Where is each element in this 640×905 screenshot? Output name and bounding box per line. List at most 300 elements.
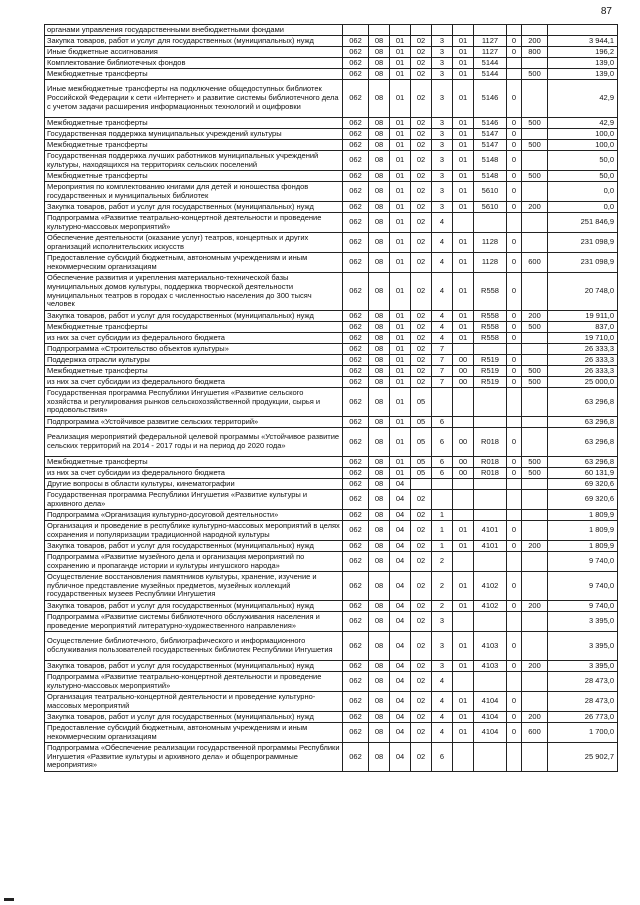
code-cell: 05 <box>411 468 432 479</box>
code-cell <box>453 417 474 428</box>
code-cell: 062 <box>343 388 369 417</box>
row-description: Межбюджетные трансферты <box>45 140 343 151</box>
code-cell: 5146 <box>474 118 507 129</box>
code-cell: 200 <box>522 311 548 322</box>
amount-cell: 28 473,0 <box>548 692 618 712</box>
code-cell <box>474 552 507 572</box>
table-row <box>45 661 618 672</box>
code-cell <box>522 25 548 36</box>
amount-cell: 60 131,9 <box>548 468 618 479</box>
code-cell: 02 <box>411 490 432 510</box>
code-cell: 062 <box>343 712 369 723</box>
code-cell: 08 <box>369 171 390 182</box>
amount-cell: 63 296,8 <box>548 417 618 428</box>
code-cell: 1127 <box>474 47 507 58</box>
row-description: Предоставление субсидий бюджетным, автономным учреждениям и иным некоммерческим организациям <box>45 253 343 273</box>
code-cell: 01 <box>390 355 411 366</box>
code-cell: 00 <box>453 366 474 377</box>
code-cell: 08 <box>369 366 390 377</box>
code-cell: 01 <box>390 58 411 69</box>
table-row <box>45 171 618 182</box>
code-cell: 0 <box>507 661 522 672</box>
code-cell: 02 <box>411 601 432 612</box>
amount-cell: 69 320,6 <box>548 479 618 490</box>
code-cell: 01 <box>390 69 411 80</box>
code-cell: 08 <box>369 202 390 213</box>
table-row <box>45 457 618 468</box>
code-cell: 01 <box>453 572 474 601</box>
table-row <box>45 311 618 322</box>
code-cell: 500 <box>522 118 548 129</box>
code-cell: 3 <box>432 58 453 69</box>
code-cell: 062 <box>343 202 369 213</box>
code-cell: 01 <box>390 457 411 468</box>
table-row <box>45 521 618 541</box>
row-description: Подпрограмма «Организация культурно-досуговой деятельности» <box>45 510 343 521</box>
code-cell: R558 <box>474 333 507 344</box>
code-cell: 2 <box>432 601 453 612</box>
row-description: Организация театрально-концертной деятельности и проведение культурно-массовых мероприятий <box>45 692 343 712</box>
code-cell <box>522 129 548 140</box>
table-row <box>45 118 618 129</box>
table-row <box>45 510 618 521</box>
amount-cell: 3 395,0 <box>548 632 618 661</box>
amount-cell: 1 809,9 <box>548 510 618 521</box>
code-cell <box>474 213 507 233</box>
code-cell: 00 <box>453 457 474 468</box>
code-cell: 600 <box>522 723 548 743</box>
amount-cell: 26 333,3 <box>548 366 618 377</box>
code-cell: 5610 <box>474 202 507 213</box>
code-cell: 08 <box>369 712 390 723</box>
code-cell <box>522 233 548 253</box>
code-cell: 062 <box>343 47 369 58</box>
code-cell: 02 <box>411 322 432 333</box>
code-cell: 01 <box>453 171 474 182</box>
code-cell: 01 <box>390 468 411 479</box>
code-cell: 4102 <box>474 601 507 612</box>
code-cell <box>522 151 548 171</box>
row-description: из них за счет субсидии из федерального бюджета <box>45 468 343 479</box>
code-cell <box>522 80 548 118</box>
code-cell: 500 <box>522 140 548 151</box>
code-cell: 01 <box>390 417 411 428</box>
code-cell: 062 <box>343 479 369 490</box>
code-cell: 500 <box>522 377 548 388</box>
code-cell: 0 <box>507 151 522 171</box>
code-cell: 062 <box>343 692 369 712</box>
code-cell: 04 <box>390 552 411 572</box>
code-cell <box>507 69 522 80</box>
amount-cell: 42,9 <box>548 80 618 118</box>
code-cell: 02 <box>411 36 432 47</box>
code-cell: 4 <box>432 723 453 743</box>
code-cell: 0 <box>507 601 522 612</box>
code-cell: 0 <box>507 36 522 47</box>
code-cell: 062 <box>343 344 369 355</box>
code-cell: 0 <box>507 253 522 273</box>
code-cell: 1127 <box>474 36 507 47</box>
amount-cell: 26 333,3 <box>548 355 618 366</box>
code-cell: 01 <box>453 723 474 743</box>
code-cell: 0 <box>507 723 522 743</box>
code-cell: 00 <box>453 468 474 479</box>
code-cell: 3 <box>432 171 453 182</box>
code-cell: 4101 <box>474 541 507 552</box>
row-description: Межбюджетные трансферты <box>45 69 343 80</box>
code-cell: 01 <box>390 428 411 457</box>
code-cell: 01 <box>390 80 411 118</box>
code-cell <box>453 490 474 510</box>
row-description: Государственная программа Республики Ингушетия «Развитие культуры и архивного дела» <box>45 490 343 510</box>
code-cell: 7 <box>432 355 453 366</box>
code-cell: 7 <box>432 344 453 355</box>
code-cell: 04 <box>390 723 411 743</box>
code-cell: 062 <box>343 417 369 428</box>
code-cell: 3 <box>432 129 453 140</box>
row-description: Осуществление библиотечного, библиографического и информационного обслуживания пользователей государственных библиотек Республики Ингушетия <box>45 632 343 661</box>
code-cell: 08 <box>369 521 390 541</box>
code-cell: 01 <box>390 171 411 182</box>
code-cell: 5147 <box>474 140 507 151</box>
code-cell: 800 <box>522 47 548 58</box>
amount-cell: 100,0 <box>548 140 618 151</box>
code-cell: 02 <box>411 692 432 712</box>
code-cell: R018 <box>474 468 507 479</box>
code-cell: 02 <box>411 140 432 151</box>
code-cell: 3 <box>432 612 453 632</box>
code-cell: 0 <box>507 377 522 388</box>
code-cell: 02 <box>411 552 432 572</box>
row-description: Закупка товаров, работ и услуг для государственных (муниципальных) нужд <box>45 661 343 672</box>
code-cell: 01 <box>453 333 474 344</box>
code-cell: 4103 <box>474 632 507 661</box>
code-cell: 02 <box>411 311 432 322</box>
amount-cell: 20 748,0 <box>548 273 618 311</box>
page-corner-mark <box>4 898 14 901</box>
code-cell: 08 <box>369 129 390 140</box>
code-cell: R558 <box>474 311 507 322</box>
code-cell: 01 <box>390 36 411 47</box>
code-cell: 01 <box>453 140 474 151</box>
amount-cell: 196,2 <box>548 47 618 58</box>
code-cell: 01 <box>453 253 474 273</box>
row-description: Подпрограмма «Развитие музейного дела и организация мероприятий по сохранению и пропаганде истории и культуры ингушского народа» <box>45 552 343 572</box>
code-cell: 02 <box>411 712 432 723</box>
amount-cell: 231 098,9 <box>548 253 618 273</box>
row-description: Закупка товаров, работ и услуг для государственных (муниципальных) нужд <box>45 311 343 322</box>
code-cell: 01 <box>390 151 411 171</box>
code-cell: 062 <box>343 69 369 80</box>
code-cell: R558 <box>474 273 507 311</box>
code-cell: 062 <box>343 377 369 388</box>
code-cell: 4101 <box>474 521 507 541</box>
table-row <box>45 712 618 723</box>
code-cell <box>507 213 522 233</box>
code-cell: 02 <box>411 344 432 355</box>
code-cell: 04 <box>390 572 411 601</box>
table-row <box>45 129 618 140</box>
code-cell: 062 <box>343 572 369 601</box>
amount-cell: 0,0 <box>548 182 618 202</box>
amount-cell: 139,0 <box>548 69 618 80</box>
row-description: Обеспечение деятельности (оказание услуг) театров, концертных и других организаций исполнительских искусств <box>45 233 343 253</box>
table-row <box>45 233 618 253</box>
table-row <box>45 333 618 344</box>
code-cell: 01 <box>453 36 474 47</box>
code-cell: 00 <box>453 355 474 366</box>
code-cell: 01 <box>453 182 474 202</box>
code-cell: 02 <box>411 80 432 118</box>
code-cell <box>474 743 507 772</box>
code-cell: 0 <box>507 428 522 457</box>
code-cell: 08 <box>369 541 390 552</box>
amount-cell: 50,0 <box>548 151 618 171</box>
code-cell: 0 <box>507 118 522 129</box>
code-cell: 062 <box>343 171 369 182</box>
amount-cell: 0,0 <box>548 202 618 213</box>
row-description: Государственная поддержка муниципальных учреждений культуры <box>45 129 343 140</box>
amount-cell: 19 911,0 <box>548 311 618 322</box>
amount-cell: 1 809,9 <box>548 541 618 552</box>
code-cell: 05 <box>411 428 432 457</box>
table-row <box>45 69 618 80</box>
code-cell: 01 <box>390 322 411 333</box>
table-row <box>45 344 618 355</box>
code-cell: 08 <box>369 213 390 233</box>
code-cell: 1128 <box>474 233 507 253</box>
code-cell <box>507 552 522 572</box>
code-cell <box>411 479 432 490</box>
code-cell: 5610 <box>474 182 507 202</box>
amount-cell: 25 000,0 <box>548 377 618 388</box>
code-cell <box>522 490 548 510</box>
table-row <box>45 47 618 58</box>
code-cell <box>522 552 548 572</box>
code-cell: 062 <box>343 468 369 479</box>
code-cell: 0 <box>507 311 522 322</box>
code-cell: 08 <box>369 672 390 692</box>
code-cell: 4104 <box>474 692 507 712</box>
code-cell: 0 <box>507 129 522 140</box>
code-cell <box>474 417 507 428</box>
code-cell <box>507 743 522 772</box>
table-row <box>45 253 618 273</box>
code-cell: 08 <box>369 355 390 366</box>
row-description: Подпрограмма «Развитие театрально-концертной деятельности и проведение культурно-массовых мероприятий» <box>45 213 343 233</box>
table-row <box>45 672 618 692</box>
code-cell <box>522 213 548 233</box>
code-cell: 5146 <box>474 80 507 118</box>
code-cell: 02 <box>411 521 432 541</box>
code-cell: 0 <box>507 322 522 333</box>
row-description: Межбюджетные трансферты <box>45 171 343 182</box>
code-cell: 01 <box>390 233 411 253</box>
code-cell: 04 <box>390 521 411 541</box>
code-cell: 01 <box>390 118 411 129</box>
code-cell <box>453 510 474 521</box>
code-cell: R519 <box>474 377 507 388</box>
code-cell: 5148 <box>474 151 507 171</box>
table-row <box>45 601 618 612</box>
amount-cell <box>548 25 618 36</box>
code-cell: 01 <box>453 47 474 58</box>
code-cell <box>474 25 507 36</box>
code-cell: 01 <box>453 311 474 322</box>
code-cell: 3 <box>432 632 453 661</box>
code-cell: 01 <box>390 140 411 151</box>
code-cell: 01 <box>453 69 474 80</box>
amount-cell: 19 710,0 <box>548 333 618 344</box>
table-row <box>45 140 618 151</box>
code-cell: 0 <box>507 171 522 182</box>
code-cell: 5144 <box>474 58 507 69</box>
code-cell: 0 <box>507 333 522 344</box>
code-cell: 08 <box>369 388 390 417</box>
code-cell: R519 <box>474 366 507 377</box>
table-row <box>45 182 618 202</box>
code-cell: 0 <box>507 140 522 151</box>
code-cell: 01 <box>390 377 411 388</box>
code-cell: 0 <box>507 521 522 541</box>
code-cell <box>507 490 522 510</box>
code-cell: 7 <box>432 366 453 377</box>
code-cell: 0 <box>507 572 522 601</box>
code-cell <box>522 743 548 772</box>
code-cell: 1 <box>432 521 453 541</box>
row-description: органами управления государственными внебюджетными фондами <box>45 25 343 36</box>
code-cell: 0 <box>507 355 522 366</box>
code-cell: 062 <box>343 672 369 692</box>
code-cell: 4 <box>432 333 453 344</box>
code-cell: 2 <box>432 572 453 601</box>
code-cell: 05 <box>411 457 432 468</box>
code-cell: 01 <box>453 322 474 333</box>
table-row <box>45 25 618 36</box>
code-cell: 08 <box>369 377 390 388</box>
table-row <box>45 612 618 632</box>
code-cell: 0 <box>507 712 522 723</box>
code-cell: 4 <box>432 233 453 253</box>
table-row <box>45 322 618 333</box>
code-cell: 500 <box>522 366 548 377</box>
code-cell: 062 <box>343 233 369 253</box>
code-cell: 500 <box>522 69 548 80</box>
amount-cell: 50,0 <box>548 171 618 182</box>
code-cell: 08 <box>369 47 390 58</box>
code-cell: 4104 <box>474 712 507 723</box>
code-cell: R519 <box>474 355 507 366</box>
code-cell: 01 <box>390 273 411 311</box>
code-cell: 3 <box>432 202 453 213</box>
code-cell: 4104 <box>474 723 507 743</box>
row-description: Иные межбюджетные трансферты на подключение общедоступных библиотек Российской Федерации к сети «Интернет» и развитие системы библиотечного дела с учетом задачи расширения информационных технологий и оцифровки <box>45 80 343 118</box>
code-cell: 5144 <box>474 69 507 80</box>
code-cell: 02 <box>411 743 432 772</box>
row-description: Подпрограмма «Развитие театрально-концертной деятельности и проведение культурно-массовых мероприятий» <box>45 672 343 692</box>
row-description: Государственная поддержка лучших работников муниципальных учреждений культуры, находящихся на территориях сельских поселений <box>45 151 343 171</box>
code-cell: 200 <box>522 601 548 612</box>
code-cell: 4102 <box>474 572 507 601</box>
code-cell: 01 <box>453 58 474 69</box>
code-cell: 062 <box>343 552 369 572</box>
code-cell <box>507 25 522 36</box>
code-cell: 01 <box>453 601 474 612</box>
code-cell: 062 <box>343 490 369 510</box>
code-cell <box>522 182 548 202</box>
amount-cell: 9 740,0 <box>548 572 618 601</box>
code-cell: 6 <box>432 428 453 457</box>
code-cell: 08 <box>369 69 390 80</box>
code-cell: 062 <box>343 521 369 541</box>
code-cell: 5147 <box>474 129 507 140</box>
row-description: Подпрограмма «Обеспечение реализации государственной программы Республики Ингушетия «Развитие культуры и архивного дела» и общепрограммные мероприятия» <box>45 743 343 772</box>
amount-cell: 63 296,8 <box>548 428 618 457</box>
code-cell: 02 <box>411 723 432 743</box>
code-cell: 02 <box>411 233 432 253</box>
code-cell <box>522 612 548 632</box>
code-cell: 062 <box>343 118 369 129</box>
code-cell: 3 <box>432 69 453 80</box>
table-row <box>45 355 618 366</box>
code-cell: 3 <box>432 182 453 202</box>
row-description: Обеспечение развития и укрепления материально-технической базы муниципальных домов культуры, поддержка творческой деятельности муниципальных театров в городах с численностью населения до 300 тысяч человек <box>45 273 343 311</box>
code-cell: 02 <box>411 661 432 672</box>
table-row <box>45 692 618 712</box>
code-cell: 200 <box>522 712 548 723</box>
code-cell: 02 <box>411 202 432 213</box>
table-row <box>45 202 618 213</box>
table-row <box>45 723 618 743</box>
code-cell: 02 <box>411 253 432 273</box>
code-cell <box>522 479 548 490</box>
code-cell <box>474 510 507 521</box>
amount-cell: 1 700,0 <box>548 723 618 743</box>
code-cell: 062 <box>343 273 369 311</box>
table-row <box>45 80 618 118</box>
code-cell: 02 <box>411 355 432 366</box>
code-cell <box>522 273 548 311</box>
code-cell: 0 <box>507 366 522 377</box>
code-cell: 062 <box>343 366 369 377</box>
code-cell: 01 <box>453 632 474 661</box>
code-cell <box>474 672 507 692</box>
code-cell <box>453 672 474 692</box>
code-cell: 04 <box>390 661 411 672</box>
page-number: 87 <box>600 6 612 17</box>
row-description: Закупка товаров, работ и услуг для государственных (муниципальных) нужд <box>45 36 343 47</box>
code-cell: 500 <box>522 322 548 333</box>
code-cell: 0 <box>507 632 522 661</box>
table-row <box>45 743 618 772</box>
code-cell <box>522 510 548 521</box>
code-cell <box>507 388 522 417</box>
code-cell: 08 <box>369 333 390 344</box>
code-cell: 01 <box>453 233 474 253</box>
code-cell: 062 <box>343 457 369 468</box>
code-cell: 02 <box>411 213 432 233</box>
code-cell: 062 <box>343 322 369 333</box>
table-row <box>45 468 618 479</box>
code-cell: 02 <box>411 377 432 388</box>
amount-cell: 42,9 <box>548 118 618 129</box>
row-description: Поддержка отрасли культуры <box>45 355 343 366</box>
code-cell: 08 <box>369 417 390 428</box>
code-cell: 08 <box>369 692 390 712</box>
code-cell <box>453 344 474 355</box>
code-cell: 0 <box>507 233 522 253</box>
code-cell <box>474 479 507 490</box>
